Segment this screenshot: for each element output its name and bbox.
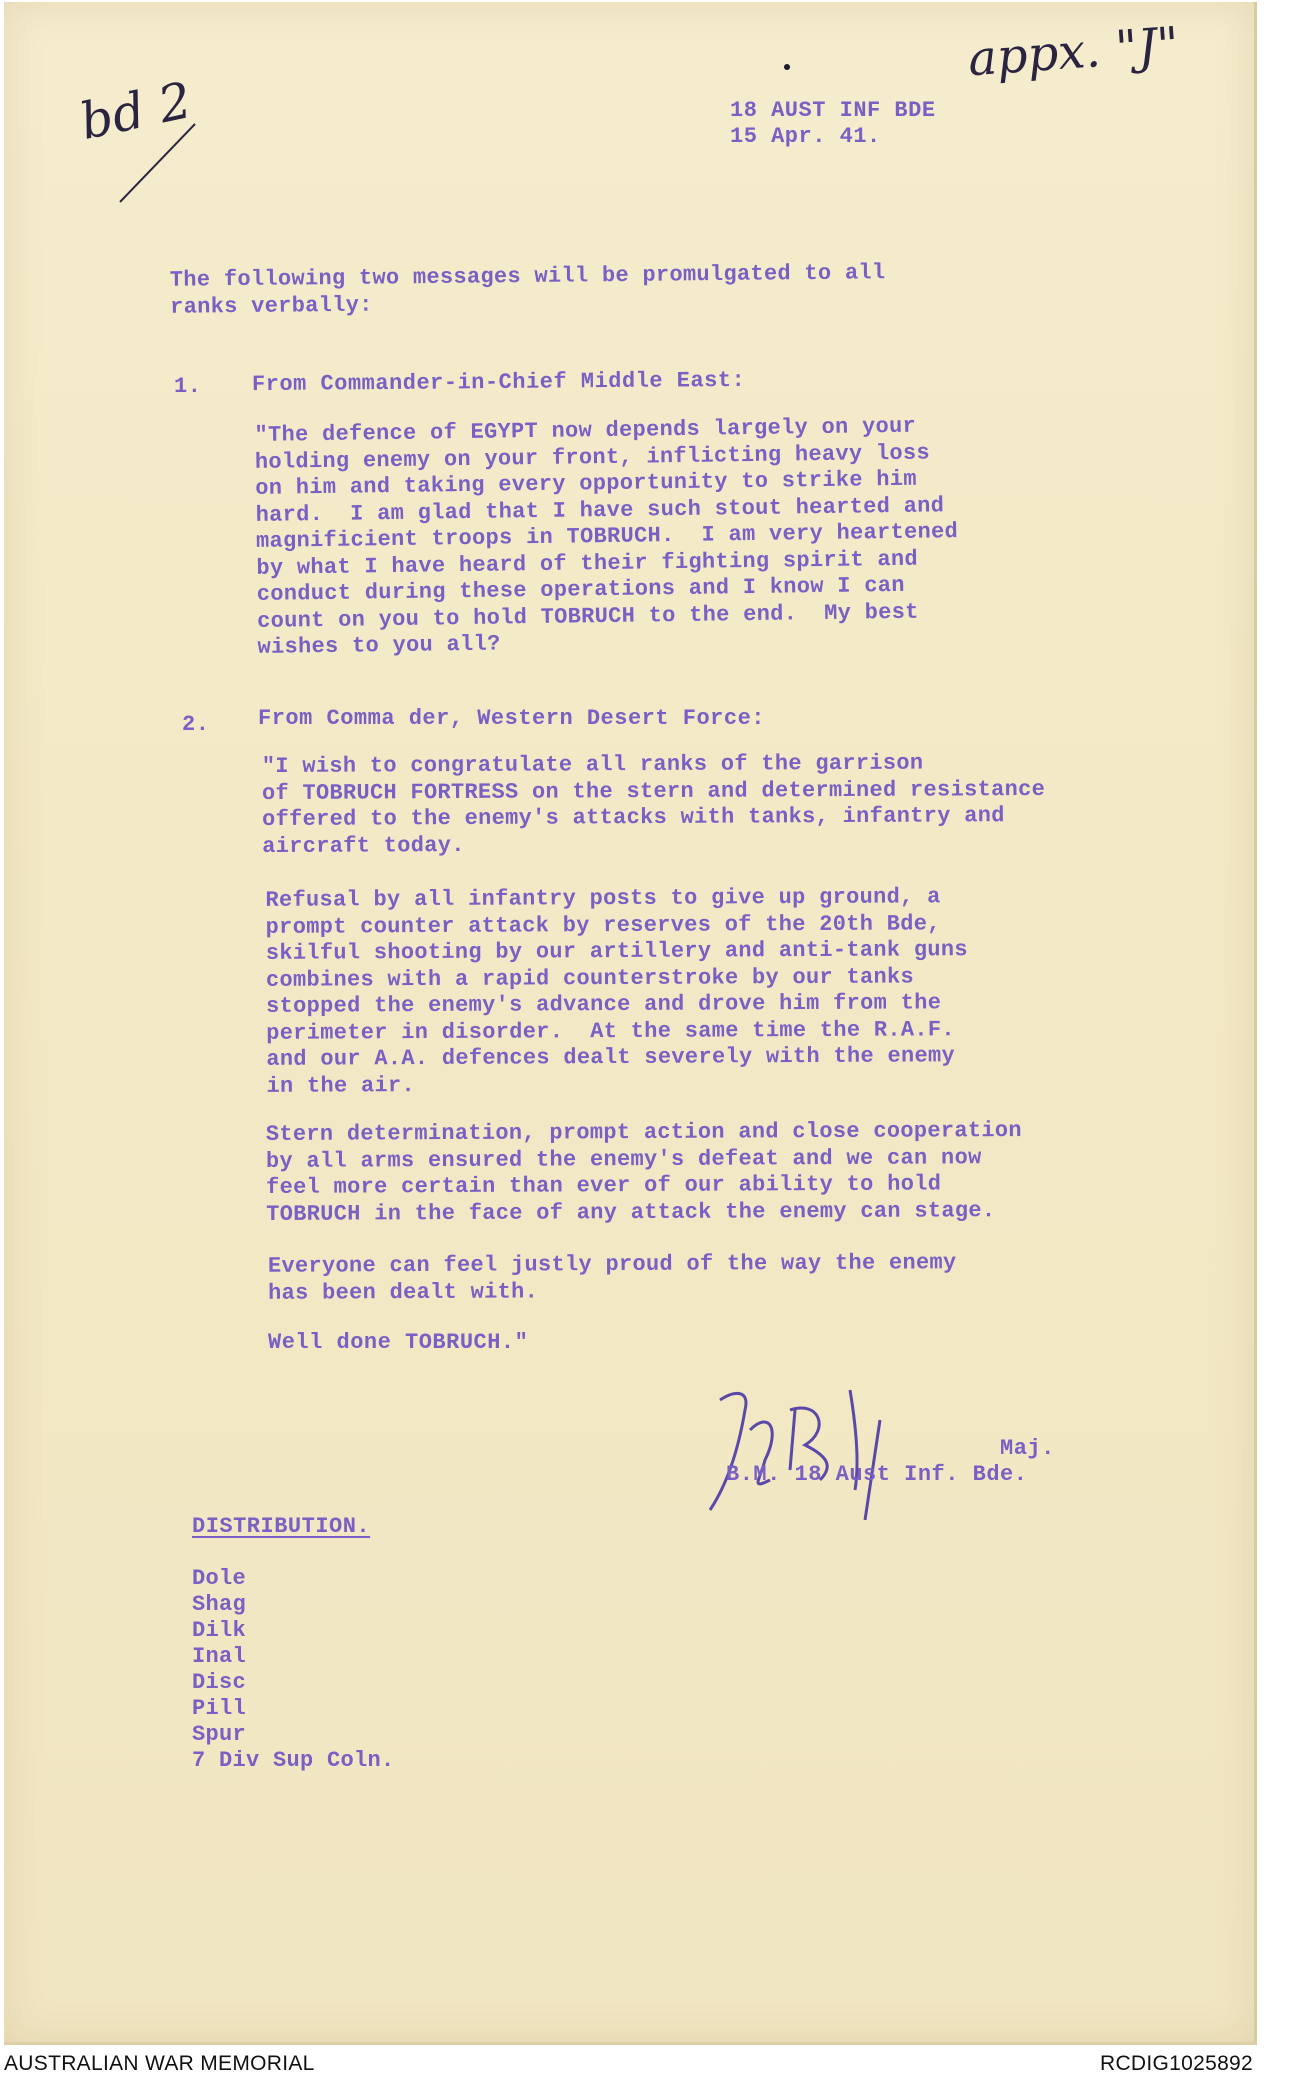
text-line: combines with a rapid counterstroke by our tanks — [265, 963, 915, 993]
list-item: Inal — [192, 1644, 247, 1669]
message1-body — [254, 413, 959, 661]
message2-paragraph-2 — [265, 884, 968, 1100]
ink-dot — [784, 64, 790, 70]
list-item: Dilk — [192, 1618, 247, 1643]
text-line: skilful shooting by our artillery and anti-tank guns — [265, 937, 968, 966]
list-item: Dole — [192, 1566, 247, 1591]
text-line: and our A.A. defences dealt severely with the enemy — [266, 1043, 956, 1072]
text-line: has been dealt with. — [268, 1278, 539, 1306]
text-line: magnificient troops in TOBRUCH. I am very heartened — [255, 519, 959, 554]
text-line: count on you to hold TOBRUCH to the end. My best — [256, 599, 919, 634]
distribution-list — [192, 1566, 395, 1774]
text-line: of TOBRUCH FORTRESS on the stern and determined resistance — [261, 776, 1046, 806]
message2-closing: Well done TOBRUCH." — [268, 1330, 529, 1355]
message2-paragraph-4 — [268, 1250, 957, 1307]
footer-id: RCDIG1025892 — [1100, 2052, 1254, 2075]
text-line: Stern determination, prompt action and close cooperation — [265, 1118, 1022, 1147]
text-line: in the air. — [266, 1072, 416, 1099]
message2-number: 2. — [182, 712, 210, 737]
text-line: perimeter in disorder. At the same time the R.A.F. — [266, 1016, 955, 1046]
text-line: The following two messages will be promulgated to all — [169, 260, 886, 293]
text-line: holding enemy on your front, inflicting heavy loss — [254, 439, 931, 475]
handwritten-annotation-top-right: appx. "J" — [966, 16, 1181, 88]
list-item: Shag — [192, 1592, 247, 1617]
text-line: Everyone can feel justly proud of the way the enemy — [267, 1250, 957, 1279]
list-item: Pill — [192, 1696, 247, 1721]
text-line: "The defence of EGYPT now depends largely on your — [254, 413, 917, 448]
date-header: 15 Apr. 41. — [730, 124, 881, 149]
message2-paragraph-1 — [262, 750, 1046, 860]
text-line: "I wish to congratulate all ranks of the garrison — [261, 750, 924, 780]
text-line: ranks verbally: — [170, 292, 373, 320]
text-line: conduct during these operations and I know I can — [256, 572, 905, 607]
signature-title: B.M. 18 Aust Inf. Bde. — [726, 1462, 1028, 1487]
message1-number: 1. — [174, 374, 202, 399]
message2-from: From Comma der, Western Desert Force: — [258, 706, 765, 731]
handwritten-signature — [690, 1370, 950, 1520]
footer-source: AUSTRALIAN WAR MEMORIAL — [4, 2052, 315, 2075]
list-item: Spur — [192, 1722, 247, 1747]
handwritten-annotation-top-left: bd 2 — [75, 71, 197, 151]
text-line: by what I have heard of their fighting spirit and — [256, 546, 919, 581]
text-line: hard. I am glad that I have such stout hearted and — [255, 492, 945, 528]
text-line: feel more certain than ever of our ability to hold — [266, 1171, 942, 1200]
message2-paragraph-3 — [266, 1118, 1023, 1228]
text-line: prompt counter attack by reserves of the 20th Bde, — [265, 910, 941, 940]
intro-paragraph — [170, 260, 886, 320]
distribution-heading: DISTRIBUTION. — [192, 1514, 371, 1539]
pencil-stroke — [110, 118, 200, 208]
text-line: TOBRUCH in the face of any attack the enemy can stage. — [266, 1197, 996, 1227]
text-line: Refusal by all infantry posts to give up ground, a — [265, 884, 941, 913]
text-line: aircraft today. — [262, 832, 465, 859]
signature-rank: Maj. — [1000, 1436, 1055, 1461]
text-line: on him and taking every opportunity to strike him — [255, 466, 918, 501]
list-item: Disc — [192, 1670, 247, 1695]
text-line: wishes to you all? — [257, 631, 501, 660]
text-line: by all arms ensured the enemy's defeat and we can now — [265, 1144, 982, 1174]
unit-header: 18 AUST INF BDE — [730, 98, 936, 123]
list-item: 7 Div Sup Coln. — [192, 1748, 395, 1773]
message1-from: From Commander-in-Chief Middle East: — [251, 367, 746, 398]
text-line: offered to the enemy's attacks with tanks, infantry and — [262, 803, 1005, 833]
text-line: stopped the enemy's advance and drove him from the — [266, 990, 942, 1019]
